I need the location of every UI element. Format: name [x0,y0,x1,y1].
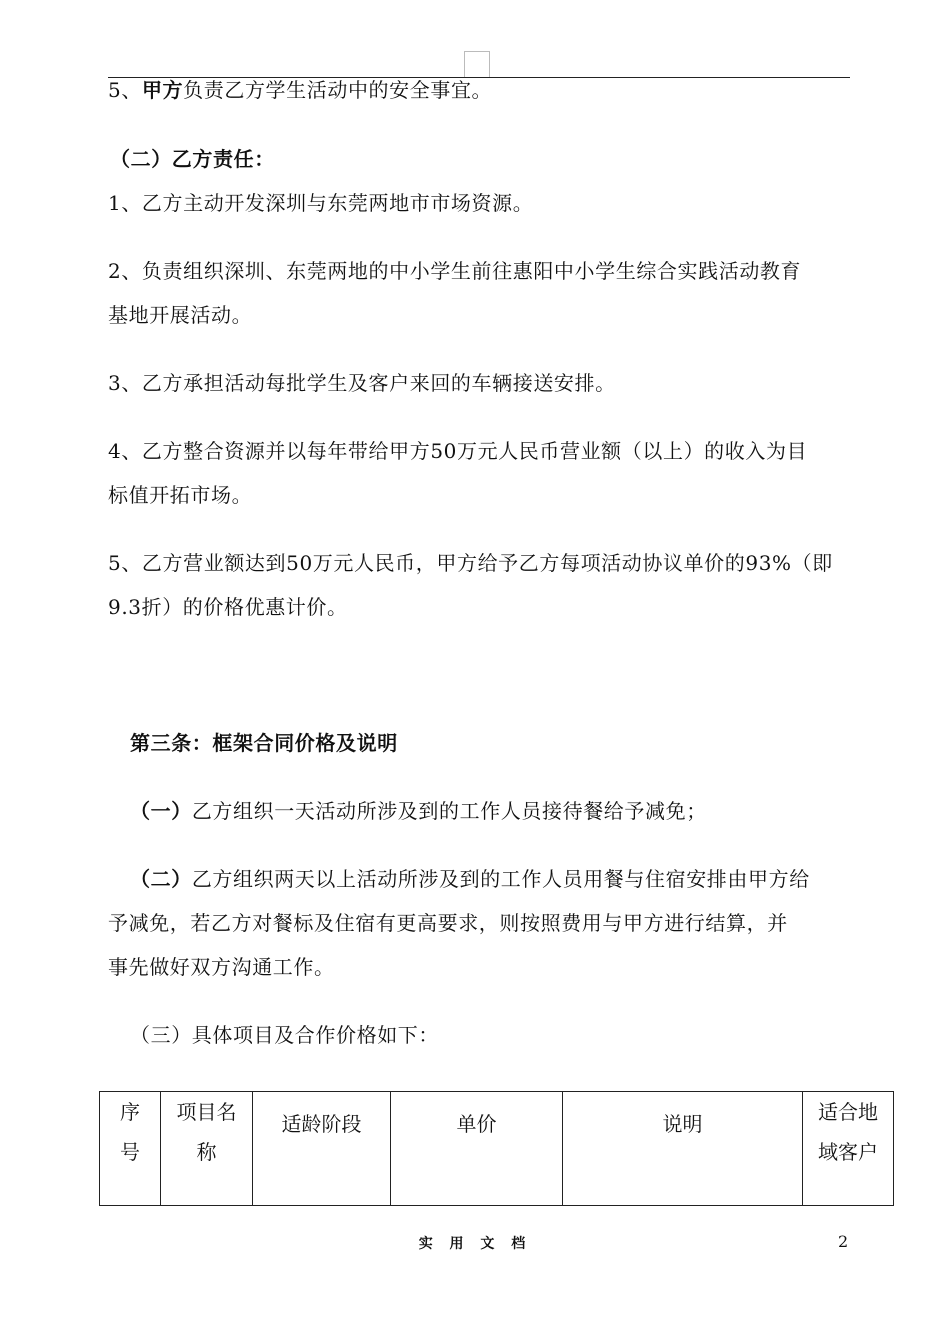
col-header-description: 说明 [563,1092,803,1206]
clause-number: （二） [130,867,192,891]
party-b-item-3: 3、乙方承担活动每批学生及客户来回的车辆接送安排。 [108,371,616,395]
footer-label: 实 用 文 档 [418,1236,532,1252]
party-b-item-2-line2: 基地开展活动。 [108,303,253,327]
party-b-item-1: 1、乙方主动开发深圳与东莞两地市市场资源。 [108,191,534,215]
col-header-unit-price: 单价 [391,1092,563,1206]
section-b-title: （二）乙方责任： [110,147,275,171]
clause-number: （一） [130,799,192,823]
col-header-region-clients: 适合地 域客户 [803,1092,894,1206]
clause-text: 乙方组织两天以上活动所涉及到的工作人员用餐与住宿安排由甲方给 [191,867,810,891]
article-3-clause-2-line1 [130,859,872,899]
page-number: 2 [838,1232,849,1251]
party-b-item-2-line1: 2、负责组织深圳、东莞两地的中小学生前往惠阳中小学生综合实践活动教育 [108,259,802,283]
party-b-item-4-line2: 标值开拓市场。 [108,483,253,507]
price-table [99,1091,894,1206]
col-header-age-stage: 适龄阶段 [253,1092,391,1206]
party-b-item-5-line1: 5、乙方营业额达到50万元人民币，甲方给予乙方每项活动协议单价的93%（即 [108,551,833,575]
article-3-clause-1 [130,791,872,831]
party-a-item-5 [108,70,850,110]
article-3-clause-2-line2: 予减免，若乙方对餐标及住宿有更高要求，则按照费用与甲方进行结算，并 [108,911,788,935]
item-text: 负责乙方学生活动中的安全事宜。 [183,78,493,102]
article-3-title: 第三条：框架合同价格及说明 [130,731,398,755]
article-3-clause-2-line3: 事先做好双方沟通工作。 [108,955,335,979]
clause-text: 乙方组织一天活动所涉及到的工作人员接待餐给予减免； [191,799,707,823]
col-header-project-name: 项目名 称 [161,1092,253,1206]
party-a-label: 甲方 [141,78,184,102]
party-b-item-5-line2: 9.3折）的价格优惠计价。 [108,595,348,619]
col-header-index: 序 号 [100,1092,161,1206]
item-number: 5、 [108,78,142,102]
party-b-item-4-line1: 4、乙方整合资源并以每年带给甲方50万元人民币营业额（以上）的收入为目 [108,439,808,463]
table-header-row [100,1092,894,1206]
article-3-clause-3: （三）具体项目及合作价格如下： [130,1023,439,1047]
